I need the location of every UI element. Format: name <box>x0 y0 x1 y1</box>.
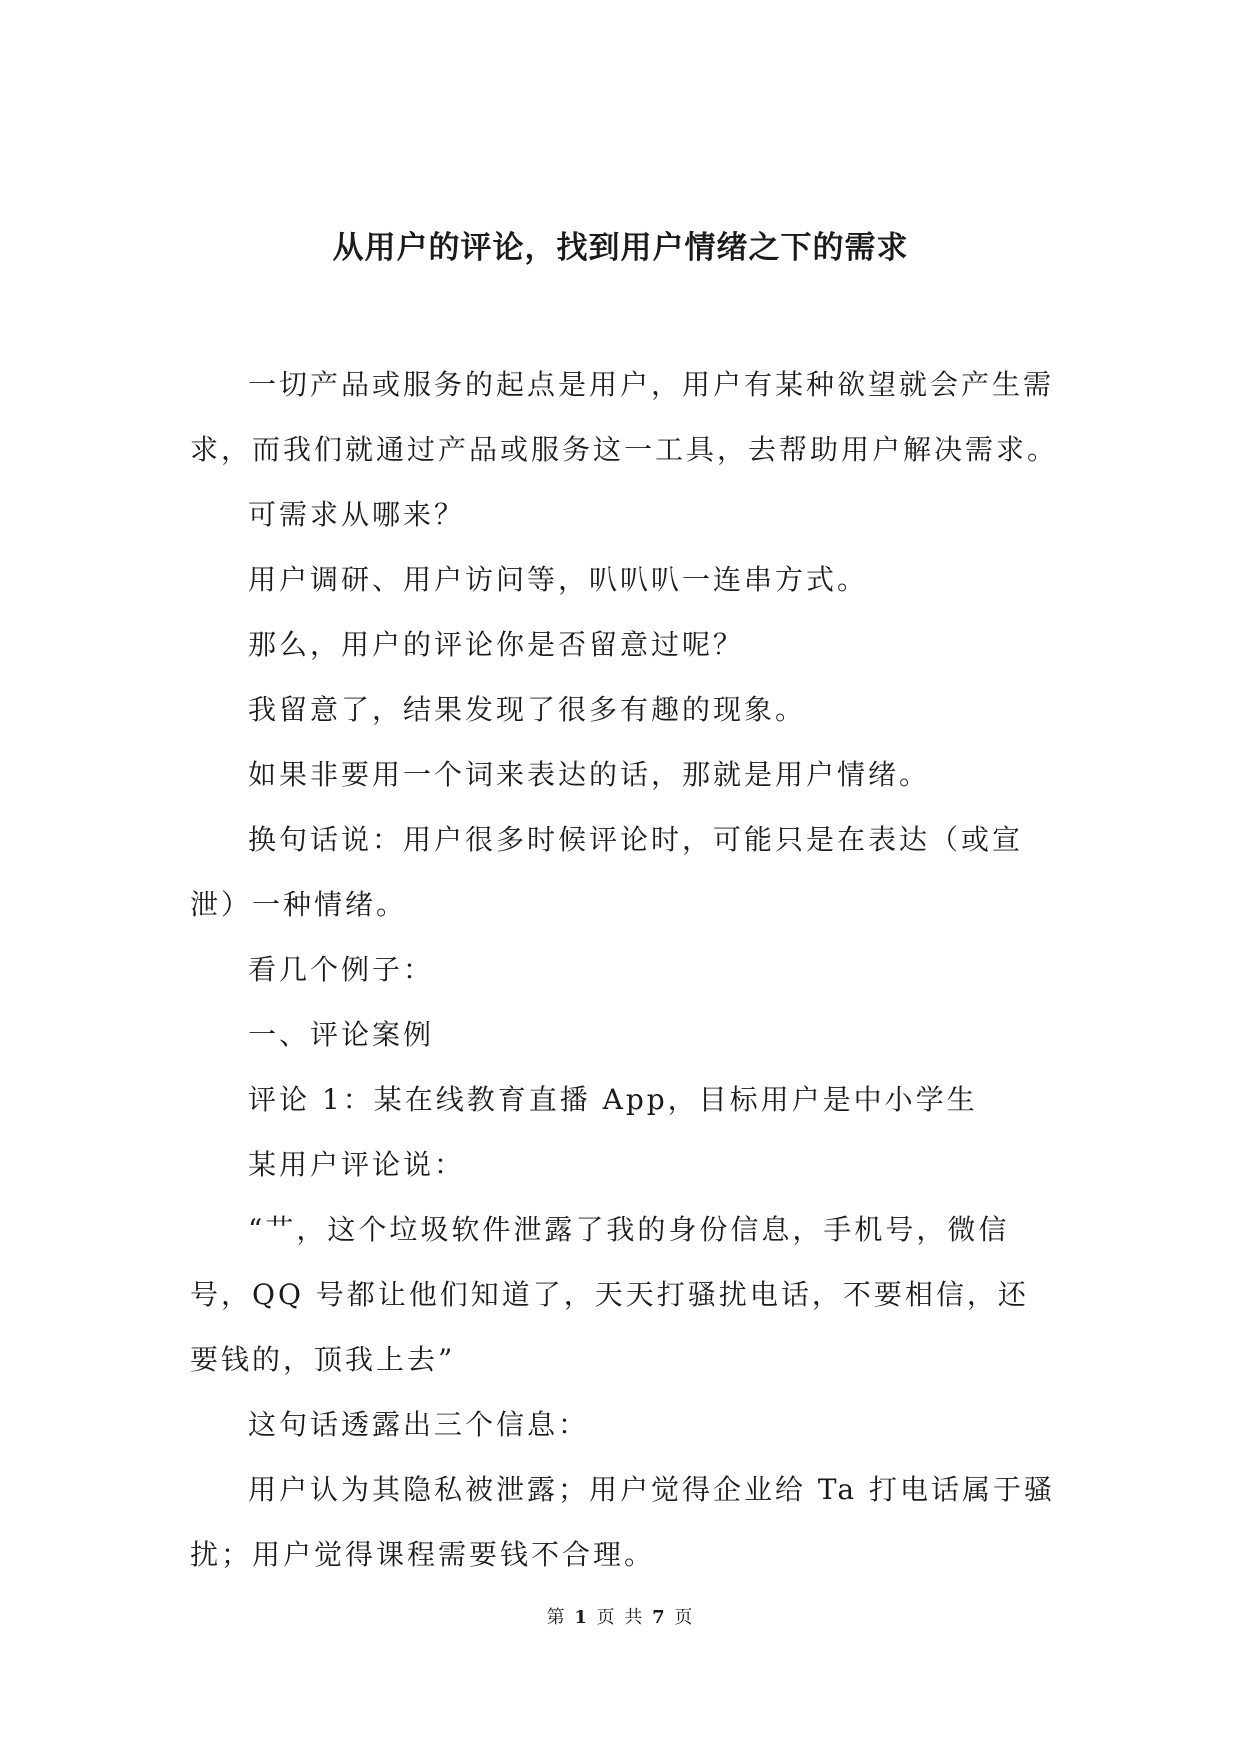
paragraph: 如果非要用一个词来表达的话，那就是用户情绪。 <box>248 758 931 791</box>
paragraph: 评论 1：某在线教育直播 App，目标用户是中小学生 <box>248 1083 978 1116</box>
paragraph: 一切产品或服务的起点是用户，用户有某种欲望就会产生需求，而我们就通过产品或服务这一工具，去帮助用户解决需求。 <box>190 368 1059 466</box>
paragraph: 这句话透露出三个信息： <box>248 1408 590 1441</box>
page-footer <box>0 1606 1241 1630</box>
current-page-number: 1 <box>574 1607 589 1628</box>
paragraph: 看几个例子： <box>248 953 435 986</box>
paragraph: 某用户评论说： <box>248 1148 466 1181</box>
paragraph: 换句话说：用户很多时候评论时，可能只是在表达（或宣泄）一种情绪。 <box>190 823 1024 921</box>
footer-middle: 页 共 <box>596 1607 645 1628</box>
footer-suffix: 页 <box>674 1607 695 1628</box>
total-pages-number: 7 <box>652 1607 667 1628</box>
section-heading: 一、评论案例 <box>248 1018 435 1051</box>
paragraph: 用户认为其隐私被泄露；用户觉得企业给 Ta 打电话属于骚扰；用户觉得课程需要钱不合理。 <box>190 1473 1055 1571</box>
footer-prefix: 第 <box>546 1607 567 1628</box>
paragraph: 那么，用户的评论你是否留意过呢？ <box>248 628 745 661</box>
document-title: 从用户的评论，找到用户情绪之下的需求 <box>332 230 909 266</box>
quote-paragraph: “艹，这个垃圾软件泄露了我的身份信息，手机号，微信号，QQ 号都让他们知道了，天天打骚扰电话，不要相信，还要钱的，顶我上去” <box>190 1213 1029 1376</box>
document-body <box>190 352 1058 1587</box>
paragraph: 我留意了，结果发现了很多有趣的现象。 <box>248 693 807 726</box>
paragraph: 用户调研、用户访问等，叭叭叭一连串方式。 <box>248 563 869 596</box>
paragraph: 可需求从哪来？ <box>248 498 466 531</box>
